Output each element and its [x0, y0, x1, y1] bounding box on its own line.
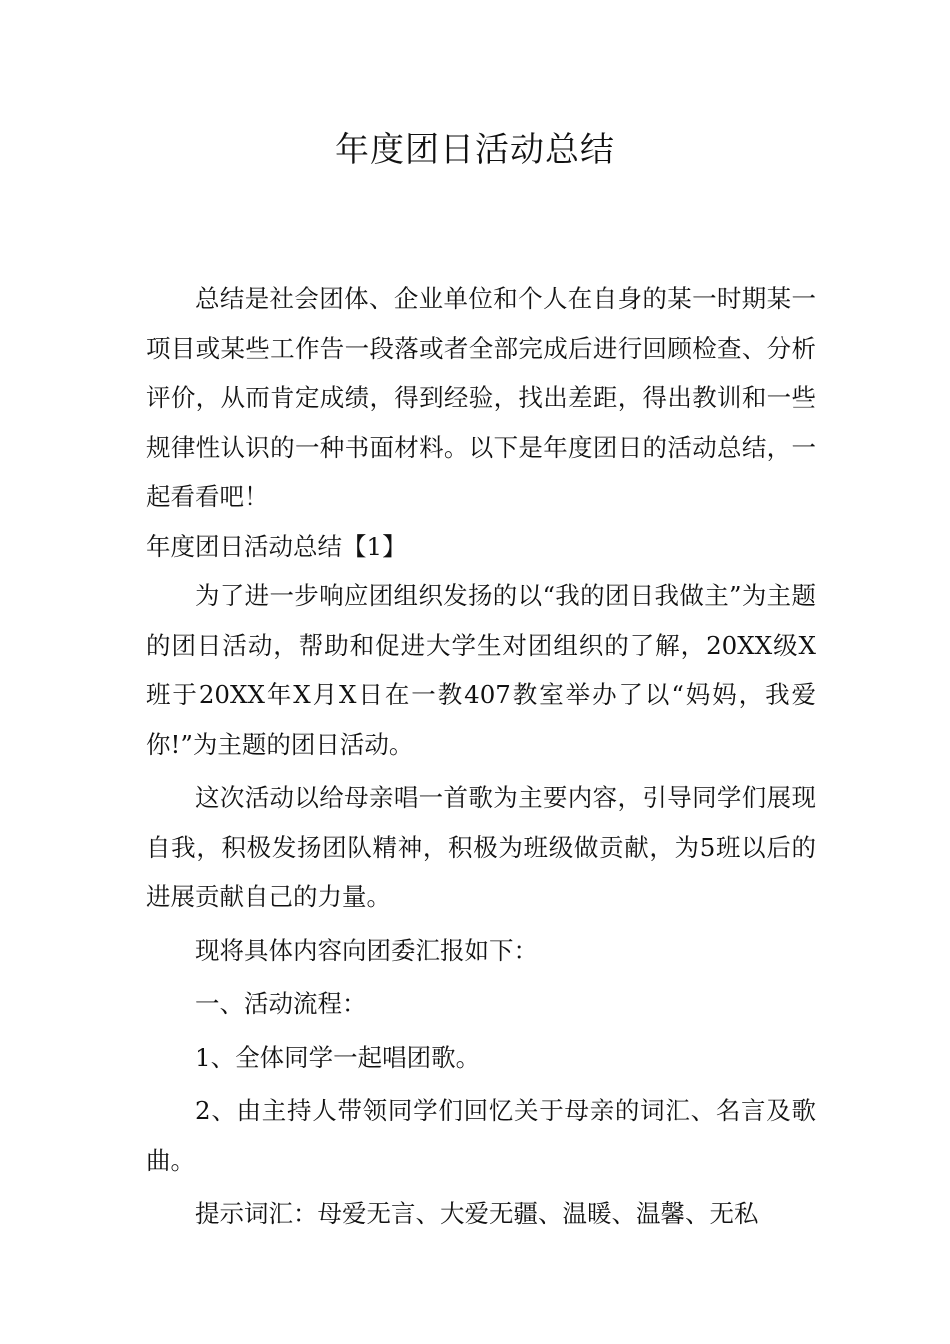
- document-title: 年度团日活动总结: [335, 130, 615, 170]
- paragraph-activity-background: 为了进一步响应团组织发扬的以“我的团日我做主”为主题的团日活动，帮助和促进大学生对团组织的了解，20XX级X班于20XX年X月X日在一教407教室举办了以“妈妈，我爱你!”为主题的团日活动。: [146, 581, 816, 759]
- paragraph-report-intro: 现将具体内容向团委汇报如下：: [195, 935, 538, 965]
- paragraph-activity-content: 这次活动以给母亲唱一首歌为主要内容，引导同学们展现自我，积极发扬团队精神，积极为班级做贡献，为5班以后的进展贡献自己的力量。: [146, 783, 816, 911]
- paragraph-hint-words: 提示词汇：母爱无言、大爱无疆、温暖、温馨、无私: [195, 1199, 759, 1228]
- document-body: [146, 274, 816, 1239]
- paragraph-process-heading: 一、活动流程：: [195, 989, 367, 1018]
- intro-paragraph: 总结是社会团体、企业单位和个人在自身的某一时期某一项目或某些工作告一段落或者全部完成后进行回顾检查、分析评价，从而肯定成绩，得到经验，找出差距，得出教训和一些规律性认识的一种书面材料。以下是年度团日的活动总结，一起看看吧！: [146, 284, 816, 511]
- section-heading: 年度团日活动总结【1】: [146, 531, 407, 561]
- paragraph-step-1: 1、全体同学一起唱团歌。: [195, 1042, 481, 1072]
- paragraph-step-2: 2、由主持人带领同学们回忆关于母亲的词汇、名言及歌曲。: [146, 1096, 816, 1175]
